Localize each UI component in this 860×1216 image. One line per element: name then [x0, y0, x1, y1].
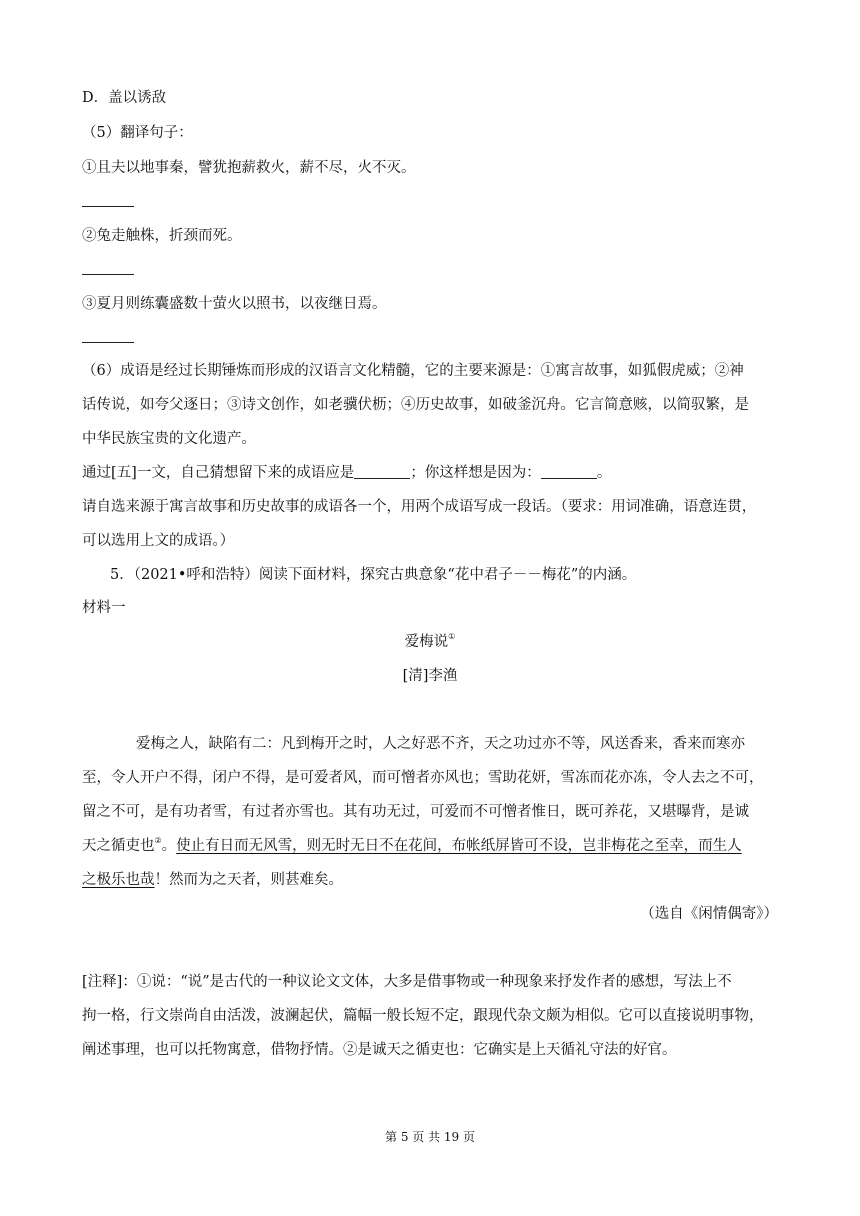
question-6-line-1: （6）成语是经过长期锤炼而形成的汉语言文化精髓，它的主要来源是：①寓言故事，如狐假虎威；②神 — [82, 363, 744, 379]
notes-line-1: [注释]：①说：“说”是古代的一种议论文文体，大多是借事物或一种现象来抒发作者的感想，写法上不 — [82, 974, 732, 990]
passage-author: [清]李渔 — [402, 668, 458, 684]
material-1-label: 材料一 — [82, 600, 126, 616]
passage-title-note: ① — [448, 632, 456, 641]
passage-line-1: 爱梅之人，缺陷有二：凡到梅开之时，人之好恶不齐，天之功过亦不等，风送香来，香来而寒亦 — [136, 736, 745, 752]
underlined-sentence-part-1: 使止有日而无风雪，则无时无日不在花间，布帐纸屏皆可不设，岂非梅花之至幸，而生人 — [176, 838, 742, 854]
passage-line-4-a: 天之循吏也 — [82, 838, 155, 854]
task-1-text-c: 。 — [596, 465, 612, 481]
answer-blank-3 — [82, 342, 134, 343]
fill-blank-b — [541, 464, 597, 479]
task-1-text-a: 通过[五]一文，自己猜想留下来的成语应是 — [82, 465, 355, 481]
passage-title — [0, 632, 860, 652]
fill-blank-a — [354, 464, 410, 479]
sentence-1: ①且夫以地事秦，譬犹抱薪救火，薪不尽，火不灭。 — [82, 160, 416, 176]
notes-line-3: 阐述事理，也可以托物寓意，借物抒情。②是诚天之循吏也：它确实是上天循礼守法的好官。 — [82, 1042, 677, 1058]
passage-line-3: 留之不可，是有功者雪，有过者亦雪也。其有功无过，可爱而不可憎者惟日，既可养花，又堪曝背，是诚 — [82, 804, 749, 820]
passage-source: （选自《闲情偶寄》） — [640, 906, 778, 922]
notes-line-2: 拘一格，行文崇尚自由活泼，波澜起伏，篇幅一般长短不定，跟现代杂文颇为相似。它可以直接说明事物， — [82, 1008, 764, 1024]
sentence-3: ③夏月则练囊盛数十萤火以照书，以夜继日焉。 — [82, 296, 387, 312]
task-1 — [82, 463, 611, 483]
option-d: D．盖以诱敌 — [82, 90, 167, 106]
underlined-sentence-part-2: 之极乐也哉 — [82, 872, 155, 888]
task-2-line-1: 请自选来源于寓言故事和历史故事的成语各一个，用两个成语写成一段话。（要求：用词准确，语意连贯， — [82, 499, 757, 515]
question-5-title: 5．（2021•呼和浩特）阅读下面材料，探究古典意象“花中君子－－梅花”的内涵。 — [110, 567, 637, 583]
passage-line-4 — [82, 836, 742, 856]
question-6-line-2: 话传说，如夸父逐日；③诗文创作，如老骥伏枥；④历史故事，如破釜沉舟。它言简意赅，以简驭繁，是 — [82, 397, 749, 413]
answer-blank-1 — [82, 206, 134, 207]
passage-line-2: 至，令人开户不得，闭户不得，是可爱者风，而可憎者亦风也；雪助花妍，雪冻而花亦冻，令人去之不可， — [82, 770, 764, 786]
passage-line-5-b: ！然而为之天者，则甚难矣。 — [154, 872, 343, 888]
page-footer: 第 5 页 共 19 页 — [385, 1130, 475, 1144]
answer-blank-2 — [82, 274, 134, 275]
task-2-line-2: 可以选用上文的成语。） — [82, 533, 235, 549]
passage-line-4-b: 。 — [161, 838, 177, 854]
passage-title-text: 爱梅说 — [404, 634, 449, 650]
question-5-heading: （5）翻译句子： — [82, 125, 193, 141]
passage-note-2: ② — [154, 836, 162, 845]
question-6-line-3: 中华民族宝贵的文化遗产。 — [82, 431, 256, 447]
task-1-text-b: ；你这样想是因为： — [410, 465, 541, 481]
sentence-2: ②兔走触株，折颈而死。 — [82, 228, 242, 244]
passage-line-5 — [82, 870, 343, 890]
